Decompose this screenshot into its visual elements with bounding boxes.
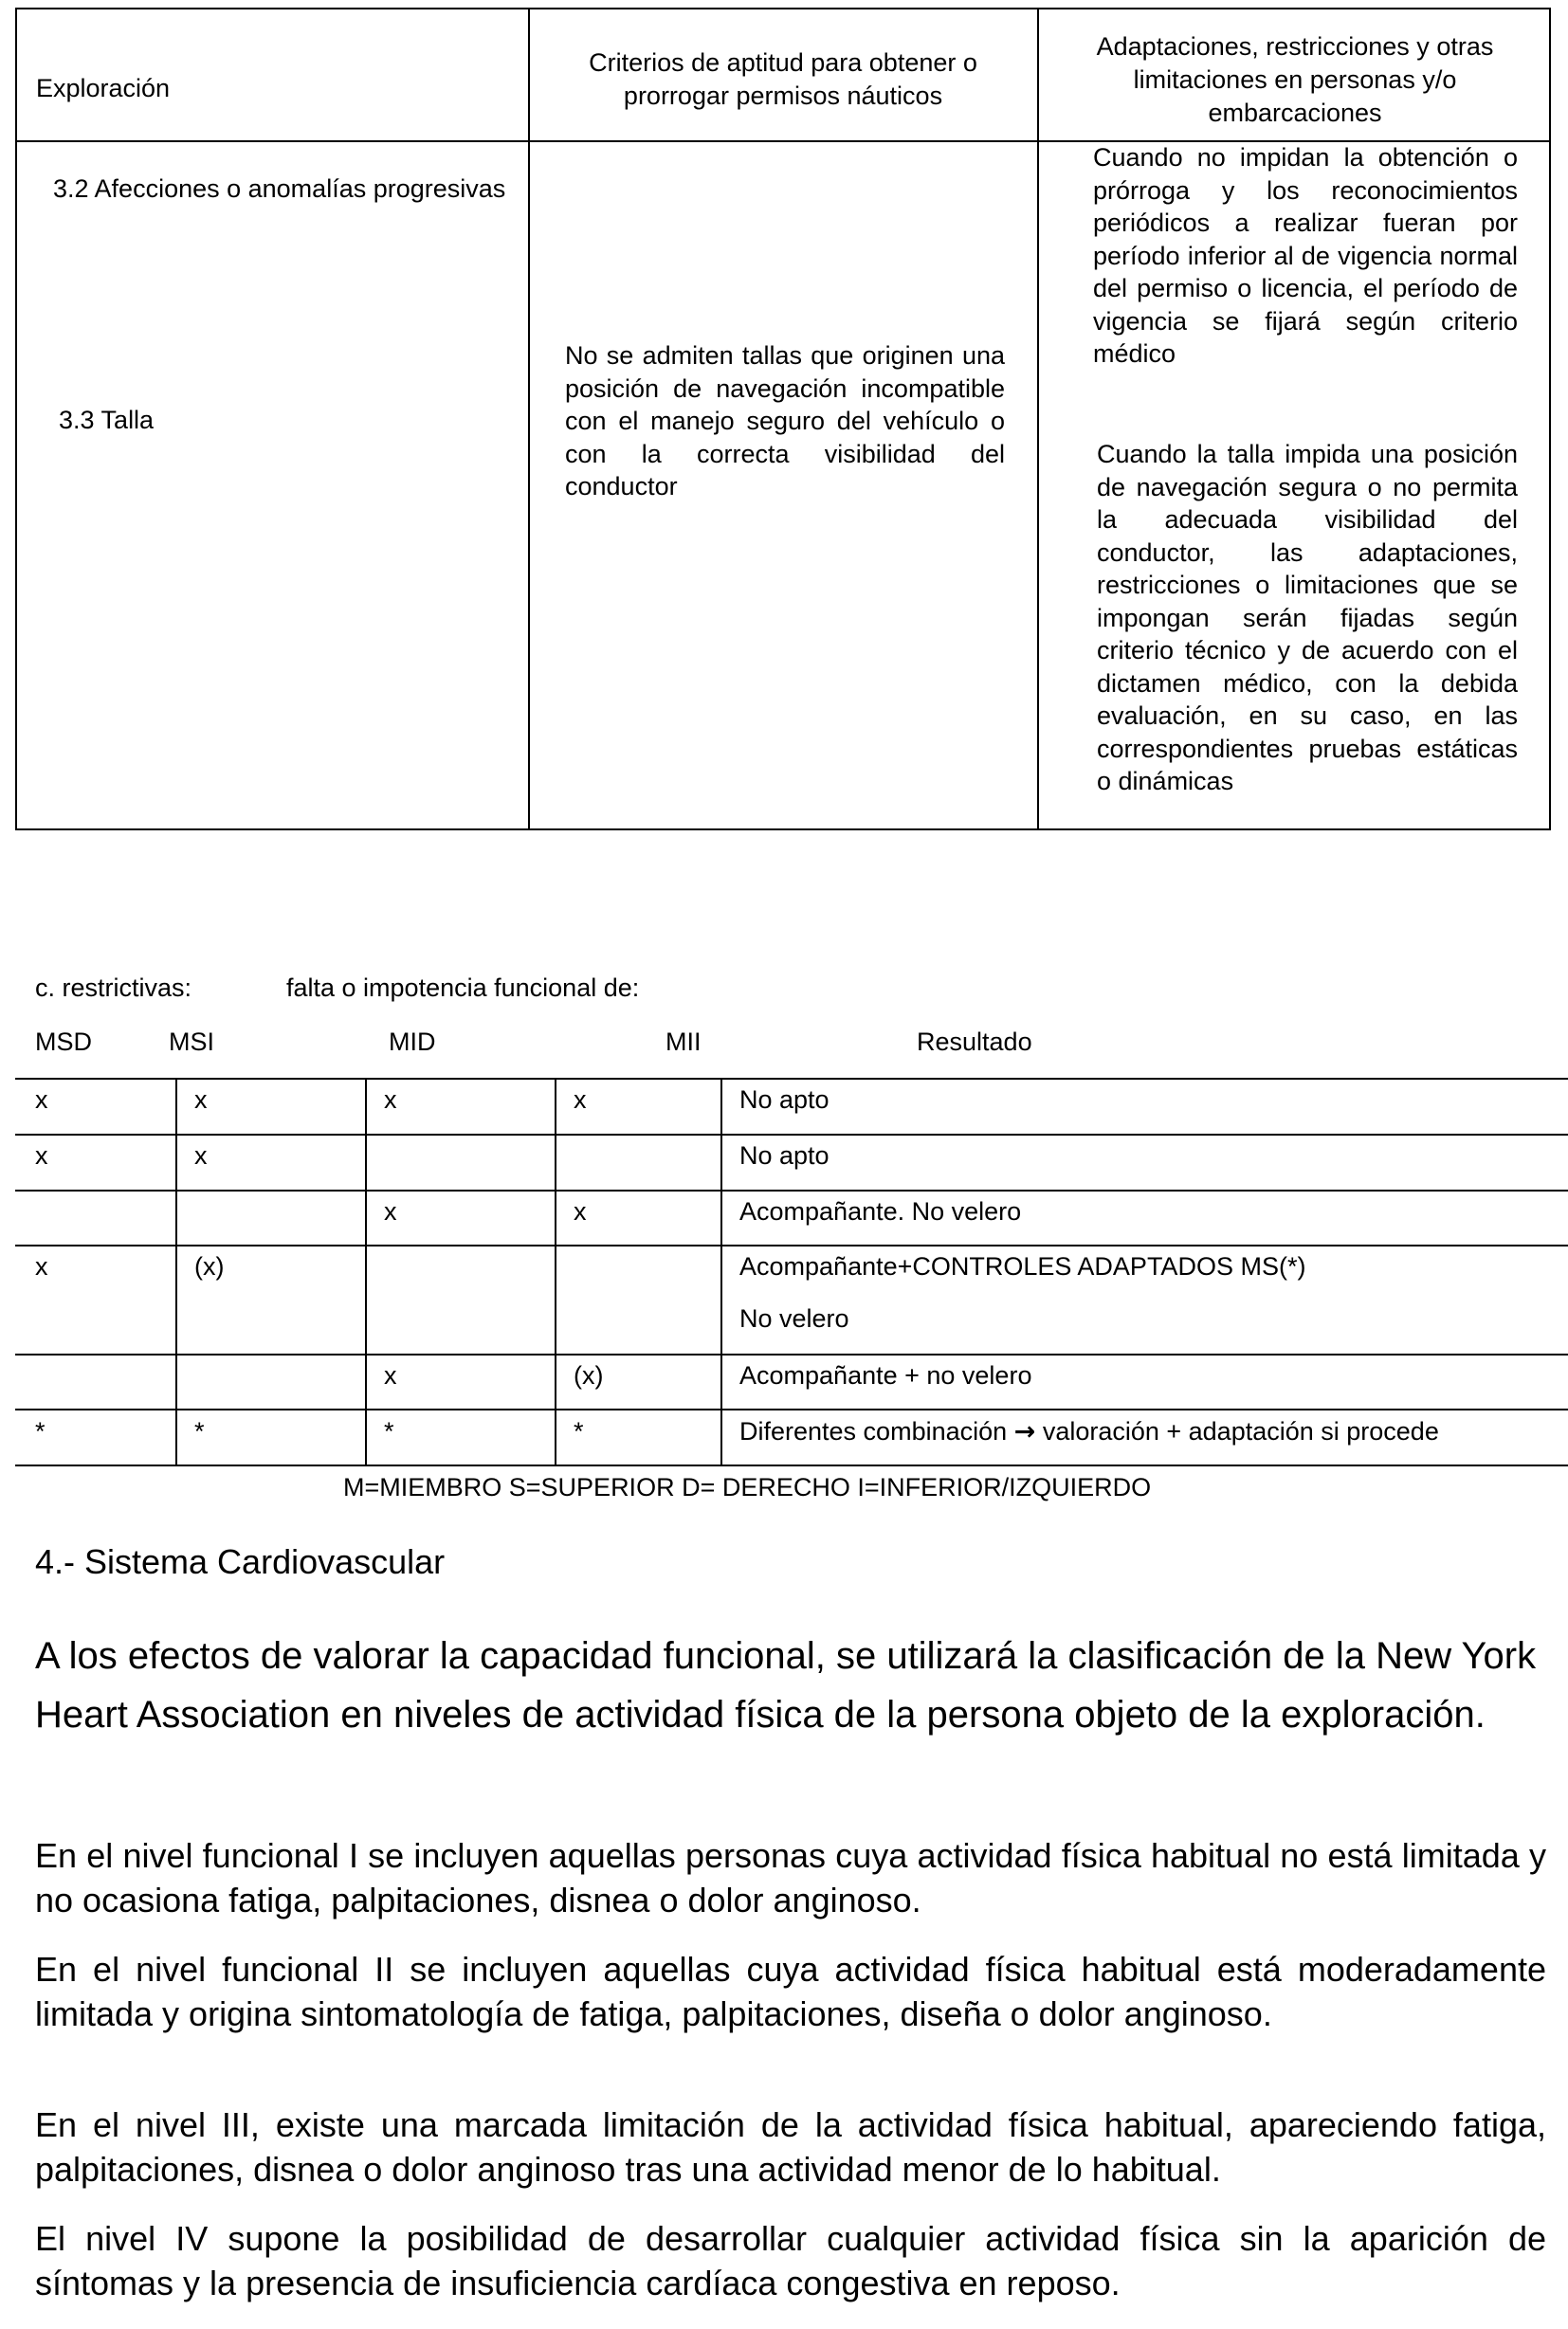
column-divider-2 bbox=[1037, 8, 1039, 830]
cell-mii: * bbox=[574, 1417, 584, 1446]
cell-result: No apto bbox=[739, 1085, 830, 1114]
row-rule bbox=[15, 1078, 1568, 1080]
cell-mid: x bbox=[384, 1361, 397, 1390]
intro-paragraph: A los efectos de valorar la capacidad funcional, se utilizará la clasificación de la New York Heart Association en niveles de actividad física de la persona objeto de la exploración. bbox=[35, 1635, 1537, 1736]
row-rule bbox=[15, 1465, 1568, 1466]
cell-result-line2: No velero bbox=[739, 1304, 849, 1333]
table-border-top bbox=[15, 8, 1551, 9]
cell-msi: * bbox=[194, 1417, 205, 1446]
col-rule bbox=[555, 1078, 556, 1466]
cell-msi: x bbox=[194, 1141, 208, 1170]
cell-result: Acompañante+CONTROLES ADAPTADOS MS(*) bbox=[739, 1252, 1306, 1281]
legend: M=MIEMBRO S=SUPERIOR D= DERECHO I=INFERIOR/IZQUIERDO bbox=[343, 1473, 1152, 1501]
criterios-3-3: No se admiten tallas que originen una posición de navegación incompatible con el manejo seguro del vehículo o con la correcta visibilidad del conductor bbox=[565, 341, 1005, 500]
row-rule bbox=[15, 1245, 1568, 1246]
header-criterios: Criterios de aptitud para obtener o prorrogar permisos náuticos bbox=[589, 48, 977, 110]
cell-result: No apto bbox=[739, 1141, 830, 1170]
col-rule bbox=[365, 1078, 367, 1466]
col-header-mid: MID bbox=[389, 1028, 436, 1056]
cell-mii: x bbox=[574, 1085, 587, 1114]
row-rule bbox=[15, 1409, 1568, 1410]
cell-mid: * bbox=[384, 1417, 394, 1446]
col-header-msd: MSD bbox=[35, 1028, 92, 1056]
col-header-resultado: Resultado bbox=[917, 1028, 1032, 1056]
cell-result: Acompañante. No velero bbox=[739, 1197, 1022, 1226]
cell-mii: (x) bbox=[574, 1361, 604, 1390]
table-border-bottom bbox=[15, 828, 1551, 830]
cell-mid: x bbox=[384, 1085, 397, 1114]
header-exploracion: Exploración bbox=[36, 74, 171, 102]
column-divider-1 bbox=[528, 8, 530, 830]
result-tail: valoración + adaptación si procede bbox=[1042, 1417, 1439, 1446]
cell-msd: x bbox=[35, 1252, 48, 1281]
result-text: Diferentes combinación bbox=[739, 1417, 1008, 1446]
table-border-right bbox=[1549, 8, 1551, 830]
cell-result: Acompañante + no velero bbox=[739, 1361, 1032, 1390]
cell-result bbox=[739, 1415, 1439, 1448]
section-heading: 4.- Sistema Cardiovascular bbox=[35, 1542, 446, 1581]
col-header-msi: MSI bbox=[169, 1028, 215, 1056]
aptitude-criteria-table bbox=[15, 8, 1551, 830]
cell-msi: x bbox=[194, 1085, 208, 1114]
adaptaciones-3-3: Cuando la talla impida una posición de navegación segura o no permita la adecuada visibilidad del conductor, las adaptaciones, restricciones o limitaciones que se impongan serán fijadas según criterio técnico y de acuerdo con el dictamen médico, con la debida evaluación, en su caso, en las correspondientes pruebas estáticas o dinámicas bbox=[1097, 440, 1518, 795]
exploracion-3-2: 3.2 Afecciones o anomalías progresivas bbox=[53, 174, 506, 203]
paragraph-nivel-iv: El nivel IV supone la posibilidad de desarrollar cualquier actividad física sin la aparición de síntomas y la presencia de insuficiencia cardíaca congestiva en reposo. bbox=[35, 2219, 1546, 2302]
cell-mii: x bbox=[574, 1197, 587, 1226]
cell-msd: x bbox=[35, 1085, 48, 1114]
cell-msi: (x) bbox=[194, 1252, 225, 1281]
header-adaptaciones: Adaptaciones, restricciones y otras limitaciones en personas y/o embarcaciones bbox=[1096, 32, 1494, 127]
arrow-right-icon: → bbox=[1013, 1417, 1036, 1447]
col-rule bbox=[175, 1078, 177, 1466]
row-rule bbox=[15, 1190, 1568, 1192]
paragraph-nivel-iii: En el nivel III, existe una marcada limitación de la actividad física habitual, apareciendo fatiga, palpitaciones, disnea o dolor anginoso tras una actividad menor de lo habitual. bbox=[35, 2105, 1546, 2189]
paragraph-nivel-i: En el nivel funcional I se incluyen aquellas personas cuya actividad física habitual no está limitada y no ocasiona fatiga, palpitaciones, disnea o dolor anginoso. bbox=[35, 1836, 1546, 1920]
table-border-left bbox=[15, 8, 17, 830]
exploracion-3-3: 3.3 Talla bbox=[59, 406, 155, 434]
restrictive-sublabel: falta o impotencia funcional de: bbox=[286, 973, 640, 1002]
row-rule bbox=[15, 1354, 1568, 1356]
col-rule bbox=[720, 1078, 722, 1466]
cell-msd: * bbox=[35, 1417, 46, 1446]
adaptaciones-3-2: Cuando no impidan la obtención o prórroga y los reconocimientos periódicos a realizar fueran por período inferior al de vigencia normal del permiso o licencia, el período de vigencia se fijará según criterio médico bbox=[1093, 143, 1518, 368]
cell-mid: x bbox=[384, 1197, 397, 1226]
restrictive-label: c. restrictivas: bbox=[35, 973, 192, 1002]
row-rule bbox=[15, 1134, 1568, 1136]
col-header-mii: MII bbox=[665, 1028, 702, 1056]
cell-msd: x bbox=[35, 1141, 48, 1170]
paragraph-nivel-ii: En el nivel funcional II se incluyen aquellas cuya actividad física habitual está moderadamente limitada y origina sintomatología de fatiga, palpitaciones, diseña o dolor anginoso. bbox=[35, 1950, 1546, 2033]
